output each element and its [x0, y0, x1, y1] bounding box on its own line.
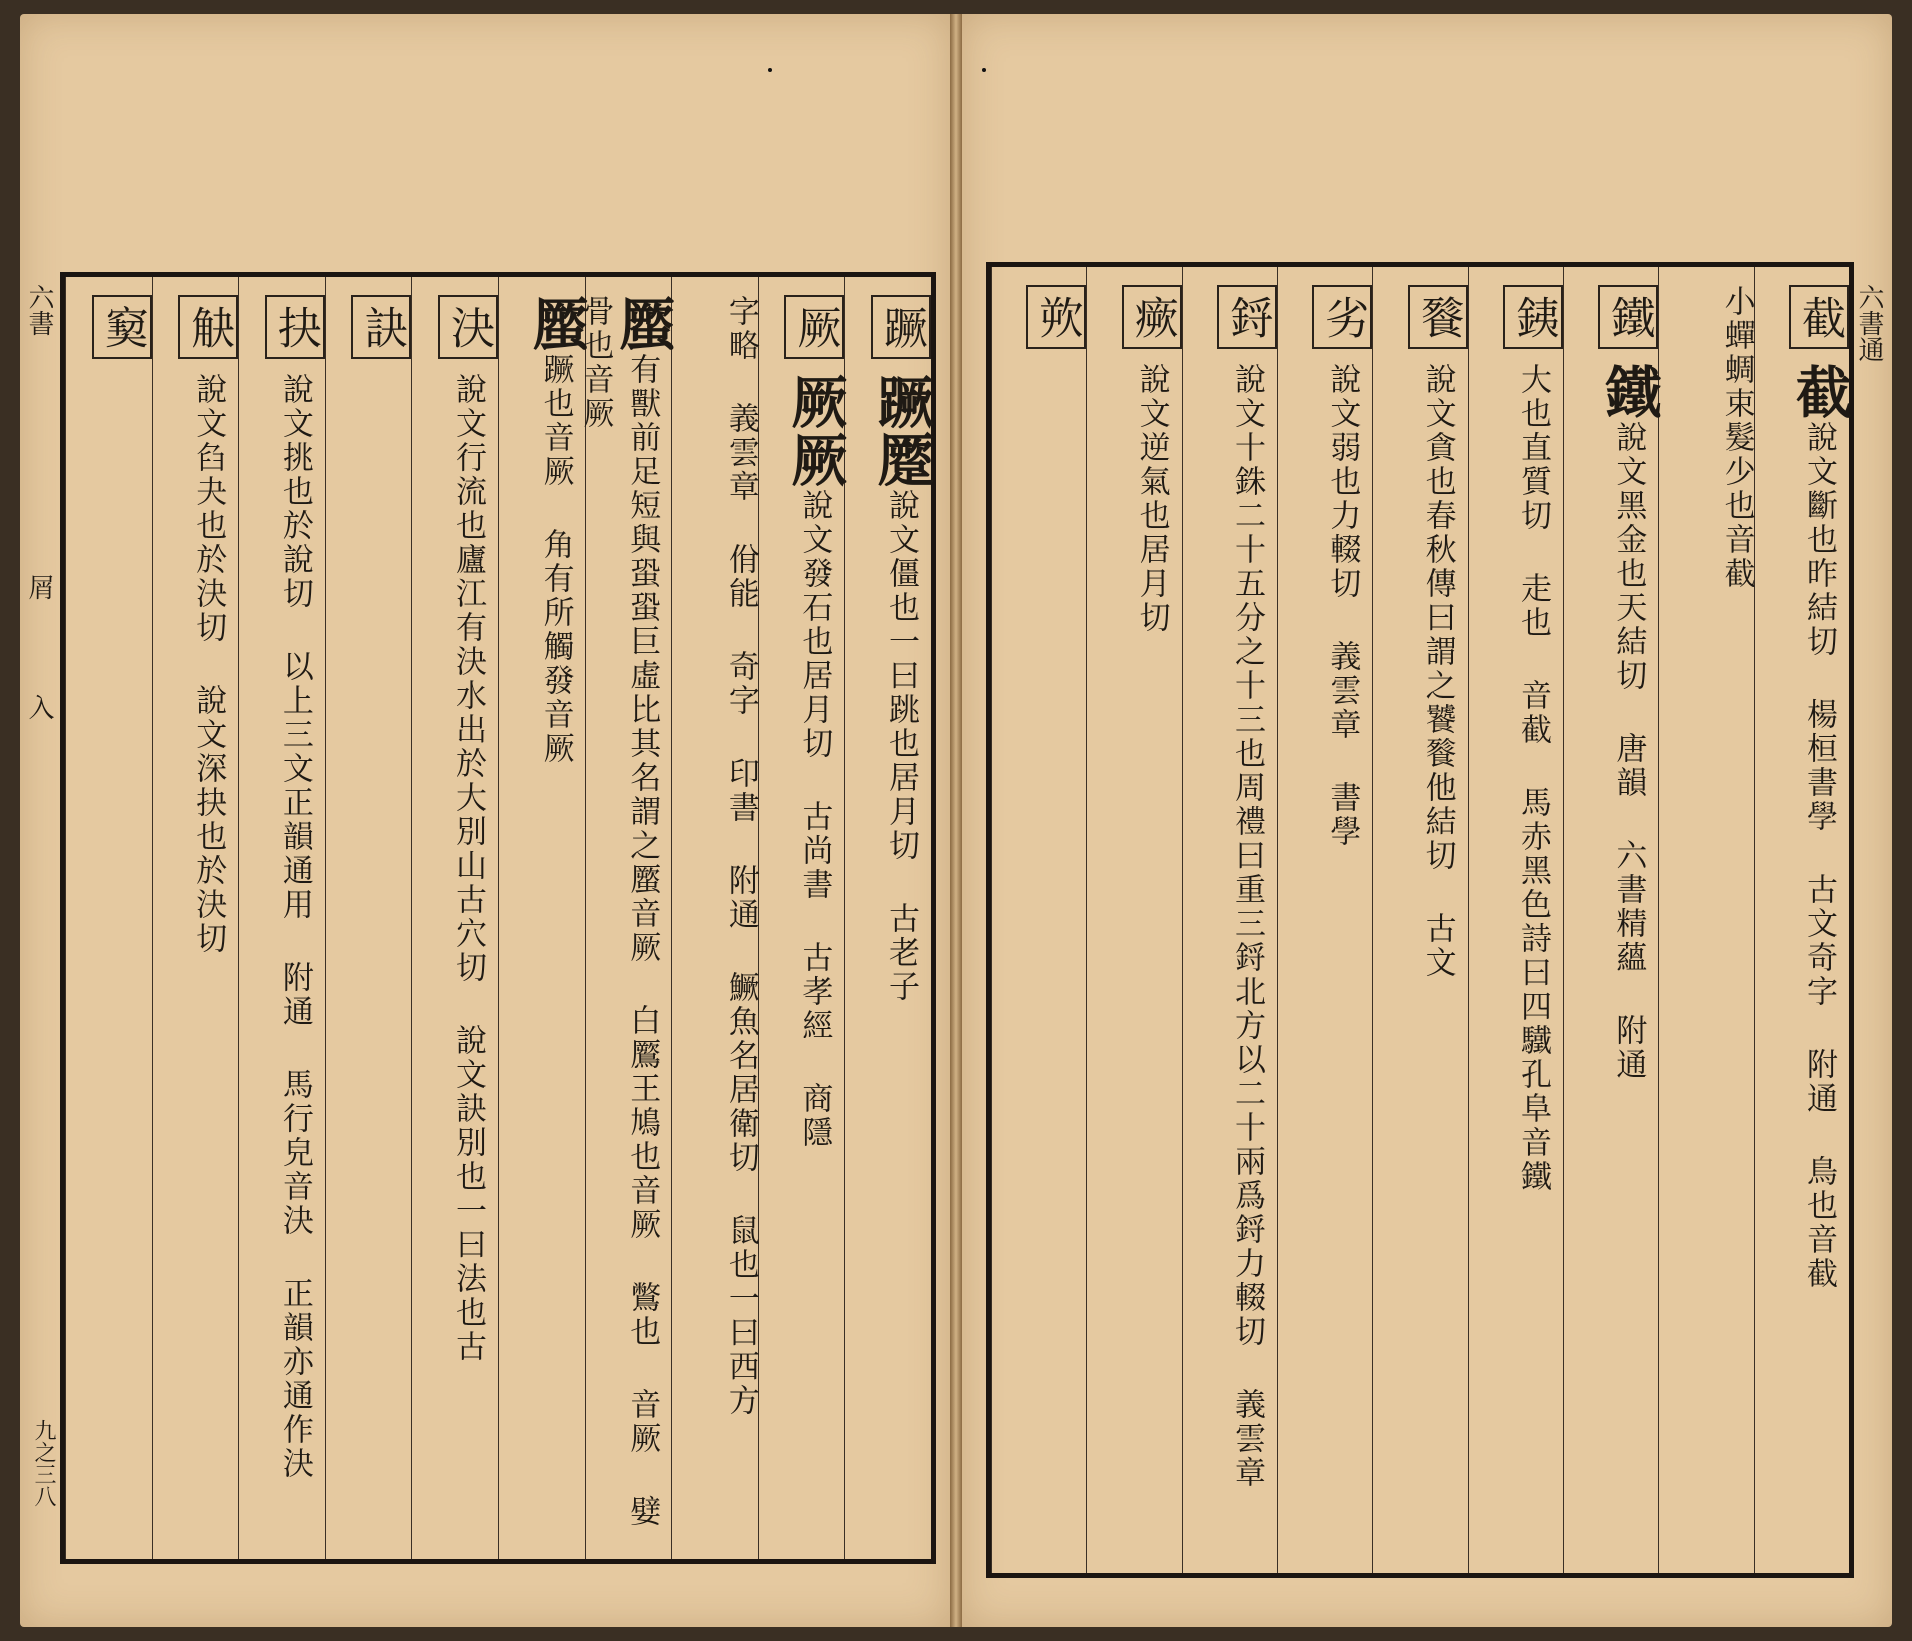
entry-headword: 銕 — [1503, 285, 1563, 349]
right-column — [1563, 267, 1662, 1573]
left-text-frame — [60, 272, 936, 1564]
column-text — [672, 295, 758, 1541]
entry-headword: 抉 — [265, 295, 325, 359]
gloss-text: 小蟬蜩束髮少也音截 — [1718, 285, 1755, 591]
left-column — [844, 277, 934, 1559]
column-text — [577, 295, 676, 1541]
gloss-text: 說文十銖二十五分之十三也周禮曰重三鋝北方以二十兩爲鋝力輟切 義雲章 — [1229, 363, 1265, 1490]
entry-headword: 劣 — [1312, 285, 1372, 349]
column-text — [759, 295, 848, 1541]
entry-headword: 厥 — [784, 295, 844, 359]
source-text: 古尚書 古孝經 商隱 — [796, 761, 833, 1150]
seal-script-form: 鐵 — [1596, 363, 1662, 421]
column-text — [1755, 285, 1852, 1555]
right-text-frame — [986, 262, 1854, 1578]
entry-headword: 瘚 — [1122, 285, 1182, 349]
entry-headword: 鋝 — [1217, 285, 1277, 349]
left-margin-title: 六書 — [24, 284, 54, 336]
column-text — [992, 285, 1086, 1555]
ink-dot — [982, 68, 986, 72]
right-margin-title: 六書通 — [1854, 284, 1884, 362]
column-text — [845, 295, 934, 1541]
gloss-text: 說文挑也於說切 以上三文正韻通用 附通 馬行皃音決 正韻亦通作決 — [276, 373, 313, 1481]
column-text — [1373, 285, 1467, 1555]
column-text — [1469, 285, 1563, 1555]
column-text — [1659, 285, 1753, 1555]
column-text — [412, 295, 498, 1541]
seal-script-form: 蹶蹷 — [869, 373, 934, 489]
entry-headword: 蹶 — [871, 295, 931, 359]
gloss-text: 說文弱也力輟切 義雲章 書學 — [1324, 363, 1361, 849]
right-page — [962, 14, 1892, 1627]
gloss-text: 蹶也音厥 角有所觸發音厥 — [537, 353, 574, 766]
gloss-text: 大也直質切 走也 音截 馬赤黑色詩曰四驖孔阜音鐵 — [1515, 363, 1551, 1194]
left-column — [65, 277, 152, 1559]
column-text — [153, 295, 239, 1541]
gloss-text: 說文黑金也天結切 唐韻 六書精蘊 附通 — [1610, 421, 1647, 1082]
right-column — [1754, 267, 1852, 1573]
column-text — [499, 295, 589, 1541]
entry-headword: 訣 — [351, 295, 411, 359]
left-column — [758, 277, 848, 1559]
entry-headword: 觖 — [178, 295, 238, 359]
right-column — [1277, 267, 1372, 1573]
gloss-text: 說文貪也春秋傳曰謂之饕餮他結切 古文 — [1419, 363, 1456, 980]
left-margin-rhyme: 入 — [24, 694, 54, 720]
left-column — [325, 277, 412, 1559]
right-column — [1086, 267, 1181, 1573]
seal-script-form: 蟨 — [523, 295, 589, 353]
gloss-text: 說文行流也廬江有決水出於大別山古穴切 說文訣別也一曰法也古 — [450, 373, 486, 1364]
column-text — [1278, 285, 1372, 1555]
column-text — [1183, 285, 1277, 1555]
entry-headword: 欮 — [1026, 285, 1086, 349]
entry-headword: 鐵 — [1598, 285, 1658, 349]
right-column — [1372, 267, 1467, 1573]
source-text: 古老子 — [883, 863, 919, 1004]
left-column — [411, 277, 498, 1559]
right-column — [991, 267, 1086, 1573]
right-column — [1658, 267, 1753, 1573]
entry-headword: 決 — [438, 295, 498, 359]
gloss-text: 說文臽夬也於決切 說文深抉也於決切 — [190, 373, 227, 956]
left-page — [20, 14, 950, 1627]
left-column — [671, 277, 758, 1559]
entry-headword: 窫 — [92, 295, 152, 359]
gloss-text: 說文僵也一曰跳也居月切 — [883, 489, 919, 863]
right-column — [1182, 267, 1277, 1573]
gloss-text: 說文逆氣也居月切 — [1133, 363, 1170, 635]
right-column — [1468, 267, 1563, 1573]
left-column — [498, 277, 589, 1559]
column-text — [1087, 285, 1181, 1555]
ink-dot — [768, 68, 772, 72]
column-text — [239, 295, 325, 1541]
entry-headword: 截 — [1789, 285, 1849, 349]
gloss-text: 字略 義雲章 佾能 奇字 印書 附通 鱖魚名居衛切 鼠也一曰西方 — [722, 295, 759, 1418]
column-text — [1564, 285, 1662, 1555]
entry-headword: 餮 — [1408, 285, 1468, 349]
left-column — [238, 277, 325, 1559]
seal-script-form: 截 — [1787, 363, 1852, 421]
book-gutter — [950, 14, 962, 1627]
left-column — [577, 277, 676, 1559]
gloss-text: 說文斷也昨結切 楊桓書學 古文奇字 附通 鳥也音截 — [1801, 421, 1837, 1291]
gloss-text: 說文發石也居月切 — [796, 489, 833, 761]
seal-script-form: 蟨 — [610, 295, 676, 353]
left-column — [152, 277, 239, 1559]
gloss-text: 有獸前足短與蛩蛩巨虛比其名謂之蟨音厥 白鷢王鳩也音厥 鷩也 音厥 嬖骨也音厥 — [577, 295, 661, 1529]
column-text — [326, 295, 412, 1541]
column-text — [66, 295, 152, 1541]
left-margin-mid: 屑 — [24, 574, 54, 600]
seal-script-form: 厥厥 — [782, 373, 848, 489]
left-folio: 九之三八 — [31, 1419, 56, 1507]
